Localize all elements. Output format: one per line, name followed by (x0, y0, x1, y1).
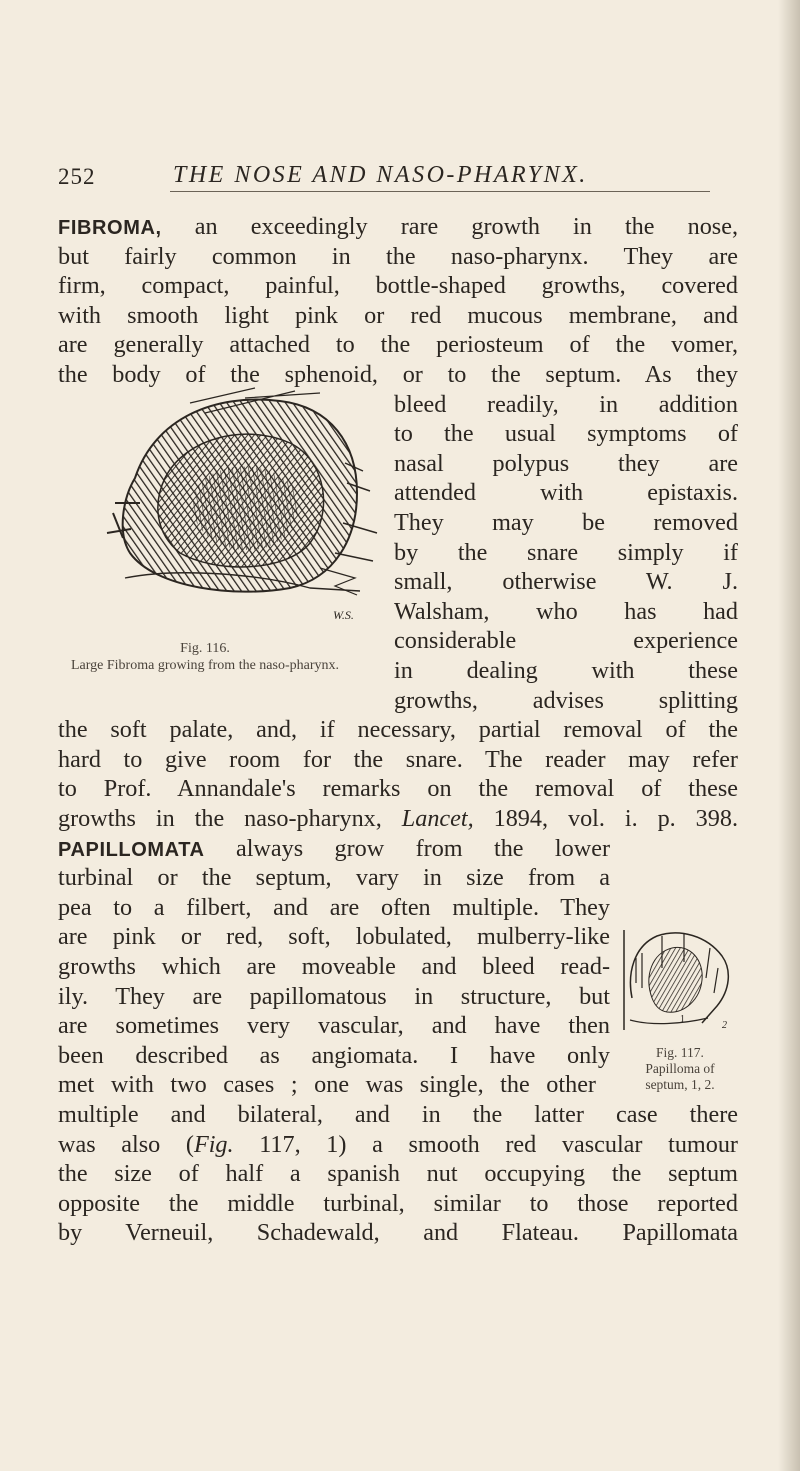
line-text: growths in the naso-pharynx, (58, 804, 402, 832)
line-text: by the snare simply if (394, 538, 738, 566)
text-line (58, 271, 738, 301)
text-line (58, 745, 738, 775)
text-line (58, 1041, 610, 1071)
text-line (394, 449, 738, 479)
line-text: the soft palate, and, if necessary, partial removal of the (58, 716, 738, 744)
text-line (394, 538, 738, 568)
text-line (58, 330, 738, 360)
figure-117-description-2: septum, 1, 2. (645, 1077, 715, 1092)
text-line (58, 1218, 738, 1248)
figure-117-illustration (622, 928, 738, 1032)
figure-117-description-1: Papilloma of (645, 1061, 715, 1076)
figure-reference: Fig. (193, 1130, 234, 1158)
paragraph-fibroma (58, 212, 738, 390)
text-line (394, 656, 738, 686)
text-line (58, 1070, 596, 1100)
figure-116-label: Fig. 116. (180, 641, 230, 656)
figure-117-mark-2: 2 (722, 1020, 727, 1031)
text-line (394, 626, 738, 656)
line-text: Walsham, who has had (394, 597, 738, 625)
running-title: THE NOSE AND NASO-PHARYNX. (173, 162, 588, 188)
line-text: growths, advises splitting (394, 686, 738, 714)
fibroma-engraving (95, 383, 385, 633)
text-line (58, 863, 610, 893)
heading-fibroma: FIBROMA, (58, 217, 162, 239)
figure-117-caption (600, 1045, 760, 1093)
line-text: an exceedingly rare growth in the nose, (161, 213, 738, 240)
paragraph-papillomata (58, 834, 610, 1100)
figure-116-description: Large Fibroma growing from the naso-pharynx. (70, 658, 339, 673)
line-text: are sometimes very vascular, and have then (58, 1012, 610, 1040)
text-line (58, 301, 738, 331)
text-line (58, 804, 738, 834)
text-line (58, 1159, 738, 1189)
line-text: hard to give room for the snare. The reader may refer (58, 745, 738, 773)
text-line (394, 508, 738, 538)
line-text: small, otherwise W. J. (394, 568, 738, 596)
text-line (394, 567, 738, 597)
line-text: 1894, vol. i. p. 398. (473, 804, 738, 832)
text-line (58, 982, 610, 1012)
text-line (58, 242, 738, 272)
line-text: 117, 1) a smooth red vascular tumour (233, 1130, 738, 1158)
paragraph-fibroma-wrap (394, 390, 738, 716)
line-text: are pink or red, soft, lobulated, mulberry-like (58, 923, 610, 951)
engraver-mark: W.S. (333, 608, 354, 622)
line-text: nasal polypus they are (394, 449, 738, 477)
text-line (394, 390, 738, 420)
text-line (394, 419, 738, 449)
text-line (394, 597, 738, 627)
line-text: by Verneuil, Schadewald, and Flateau. Papillomata (58, 1219, 738, 1247)
line-text: pea to a filbert, and are often multiple. They (58, 893, 610, 921)
paragraph-papillomata-end (58, 1100, 738, 1248)
text-line (58, 212, 738, 242)
text-line (58, 774, 738, 804)
line-text: attended with epistaxis. (394, 479, 738, 507)
line-text: turbinal or the septum, vary in size from a (58, 864, 610, 892)
line-text: They may be removed (394, 508, 738, 536)
header-rule (170, 191, 710, 192)
figure-117-mark-1: 1 (680, 1014, 685, 1025)
text-line (58, 1130, 738, 1160)
line-text: the size of half a spanish nut occupying the septum (58, 1160, 738, 1188)
line-text: been described as angiomata. I have only (58, 1041, 610, 1069)
papilloma-engraving (622, 928, 738, 1032)
text-line (58, 1189, 738, 1219)
figure-116-illustration (95, 383, 385, 633)
text-line (394, 686, 738, 716)
heading-papillomata: PAPILLOMATA (58, 838, 205, 861)
page-header (58, 160, 748, 196)
line-text: to Prof. Annandale's remarks on the removal of these (58, 775, 738, 803)
paragraph-fibroma-end (58, 715, 738, 833)
figure-116-caption (60, 640, 350, 674)
text-line (58, 922, 610, 952)
line-text: to the usual symptoms of (394, 420, 738, 448)
text-line (58, 1011, 610, 1041)
line-text: growths which are moveable and bleed read- (58, 952, 610, 980)
text-line (58, 893, 610, 923)
line-text: firm, compact, painful, bottle-shaped growths, covered (58, 272, 738, 300)
line-text: multiple and bilateral, and in the latter case there (58, 1101, 738, 1128)
line-text: with smooth light pink or red mucous membrane, and (58, 301, 738, 329)
line-text: are generally attached to the periosteum of the vomer, (58, 331, 738, 359)
line-text: was also ( (58, 1130, 194, 1158)
text-line (58, 1100, 738, 1130)
line-text: always grow from the lower (204, 834, 610, 862)
line-text: met with two cases ; one was single, the other (58, 1071, 596, 1099)
line-text: bleed readily, in addition (394, 390, 738, 418)
page-edge-shadow (778, 0, 800, 1471)
figure-117-label: Fig. 117. (656, 1045, 704, 1060)
journal-citation: Lancet, (401, 804, 474, 832)
page-number: 252 (58, 164, 96, 189)
text-line (394, 478, 738, 508)
text-line (58, 715, 738, 745)
line-text: opposite the middle turbinal, similar to those reported (58, 1189, 738, 1217)
line-text: the body of the sphenoid, or to the septum. As they (58, 360, 738, 388)
text-line (58, 952, 610, 982)
line-text: but fairly common in the naso-pharynx. They are (58, 242, 738, 270)
line-text: ily. They are papillomatous in structure, but (58, 982, 610, 1010)
line-text: in dealing with these (394, 656, 738, 684)
line-text: considerable experience (394, 627, 738, 655)
text-line (58, 834, 610, 864)
